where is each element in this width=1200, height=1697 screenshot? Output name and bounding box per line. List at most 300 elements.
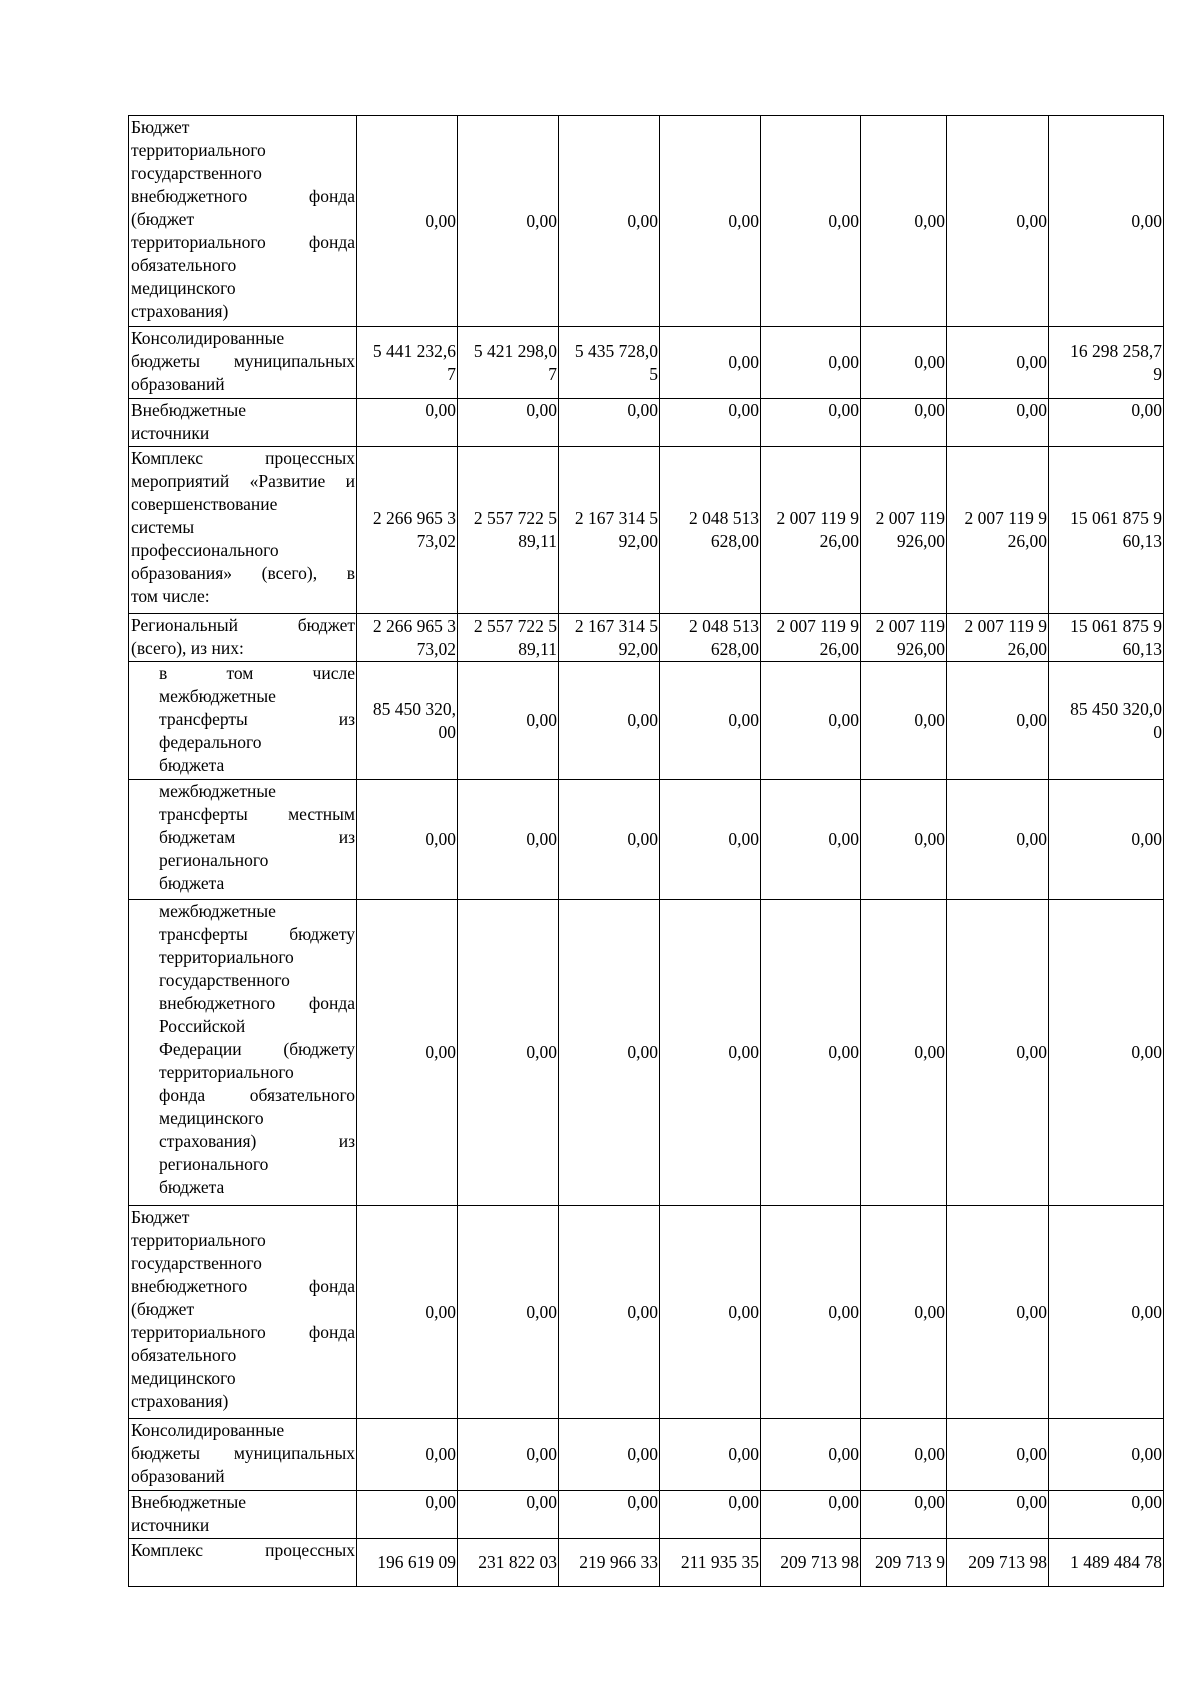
value-cell [559, 116, 660, 327]
value-line: 73,02 [416, 531, 456, 551]
value-line: 211 935 35 [680, 1552, 759, 1572]
label-line: государственного [159, 970, 290, 990]
value-cell [458, 116, 559, 327]
value-cell [861, 662, 947, 780]
row-label [129, 1206, 357, 1419]
budget-table [128, 115, 1164, 1587]
value-cell [761, 780, 861, 900]
value-cell [458, 614, 559, 662]
label-line: Федерации (бюджету [159, 1039, 355, 1059]
value-cell [660, 614, 761, 662]
value-line: 0 [1153, 721, 1162, 742]
label-line: внебюджетного фонда [131, 1276, 355, 1296]
label-line: бюджеты муниципальных [131, 351, 355, 371]
value-line: 2 007 119 9 [776, 615, 859, 636]
label-line: Консолидированные [131, 328, 285, 348]
value-line: 0,00 [1016, 829, 1047, 849]
value-cell [660, 1539, 761, 1587]
table-row [129, 1206, 1164, 1419]
value-line: 219 966 33 [579, 1552, 658, 1572]
value-line: 0,00 [914, 1444, 945, 1464]
value-line: 0,00 [914, 710, 945, 730]
value-line: 0,00 [828, 829, 859, 849]
value-cell [861, 1206, 947, 1419]
label-line: (всего), из них: [131, 638, 244, 658]
value-line: 0,00 [914, 829, 945, 849]
value-line: 7 [548, 363, 557, 384]
value-cell [357, 900, 458, 1206]
value-line: 1 489 484 78 [1070, 1552, 1162, 1572]
value-cell [1049, 327, 1164, 399]
value-line: 196 619 09 [377, 1552, 456, 1572]
value-line: 0,00 [828, 210, 859, 231]
row-label [129, 116, 357, 327]
value-cell [458, 1491, 559, 1539]
label-line: регионального [159, 1154, 269, 1174]
row-label [129, 614, 357, 662]
value-cell [660, 116, 761, 327]
value-cell [947, 614, 1049, 662]
value-cell [357, 1491, 458, 1539]
value-cell [660, 1419, 761, 1491]
value-cell [458, 1539, 559, 1587]
value-cell [458, 399, 559, 447]
label-line: Комплекс процессных [131, 448, 355, 468]
value-cell [660, 399, 761, 447]
value-line: 2 007 119 9 [964, 615, 1047, 636]
row-label [129, 327, 357, 399]
value-cell [761, 447, 861, 614]
label-line: территориального фонда [131, 1322, 355, 1342]
value-cell [357, 327, 458, 399]
label-line: внебюджетного фонда [159, 993, 355, 1013]
value-line: 15 061 875 9 [1070, 508, 1162, 528]
value-cell [947, 662, 1049, 780]
value-line: 0,00 [1131, 210, 1162, 231]
value-line: 0,00 [1016, 1042, 1047, 1062]
value-line: 209 713 9 [875, 1552, 945, 1572]
value-cell [559, 900, 660, 1206]
value-cell [947, 780, 1049, 900]
value-line: 0,00 [1016, 1492, 1047, 1512]
table-row [129, 399, 1164, 447]
label-line: межбюджетные [159, 901, 276, 921]
value-cell [1049, 1539, 1164, 1587]
value-cell [660, 447, 761, 614]
value-cell [861, 1419, 947, 1491]
value-line: 0,00 [526, 1301, 557, 1322]
value-line: 0,00 [526, 400, 557, 420]
value-line: 0,00 [526, 710, 557, 730]
value-cell [947, 447, 1049, 614]
value-line: 0,00 [1016, 400, 1047, 420]
label-line: внебюджетного фонда [131, 186, 355, 206]
table-row [129, 780, 1164, 900]
value-cell [861, 116, 947, 327]
value-line: 2 167 314 5 [574, 508, 658, 528]
value-line: 85 450 320, [372, 698, 456, 719]
value-cell [559, 1419, 660, 1491]
value-line: 628,00 [710, 638, 759, 659]
label-line: (бюджет [131, 209, 195, 229]
value-cell [660, 1491, 761, 1539]
value-line: 0,00 [425, 1444, 456, 1464]
value-cell [357, 447, 458, 614]
value-line: 89,11 [518, 638, 557, 659]
value-line: 2 266 965 3 [372, 615, 456, 636]
row-label [129, 399, 357, 447]
value-line: 209 713 98 [968, 1552, 1047, 1572]
label-line: территориального [159, 947, 294, 967]
value-cell [660, 900, 761, 1206]
value-cell [1049, 1491, 1164, 1539]
label-line: совершенствование [131, 494, 278, 514]
value-cell [761, 662, 861, 780]
value-line: 0,00 [728, 1042, 759, 1062]
value-line: 209 713 98 [780, 1552, 859, 1572]
value-line: 0,00 [728, 710, 759, 730]
label-line: государственного [131, 163, 262, 183]
value-cell [357, 780, 458, 900]
value-line: 0,00 [526, 1492, 557, 1512]
value-cell [947, 1419, 1049, 1491]
value-line: 2 167 314 5 [574, 615, 658, 636]
value-line: 73,02 [416, 638, 456, 659]
value-cell [1049, 614, 1164, 662]
value-line: 0,00 [914, 1301, 945, 1322]
label-line: территориального фонда [131, 232, 355, 252]
label-line: бюджета [159, 1177, 225, 1197]
label-line: межбюджетные [159, 781, 276, 801]
value-line: 0,00 [1016, 210, 1047, 231]
label-line: медицинского [131, 1368, 236, 1388]
label-line: Бюджет [131, 1207, 190, 1227]
value-cell [1049, 1419, 1164, 1491]
table-row [129, 447, 1164, 614]
value-line: 0,00 [425, 1042, 456, 1062]
label-line: источники [131, 1515, 210, 1535]
label-line: трансферты из [159, 709, 355, 729]
value-cell [357, 662, 458, 780]
value-cell [357, 614, 458, 662]
value-line: 2 007 119 [875, 508, 945, 528]
value-line: 0,00 [526, 829, 557, 849]
value-cell [458, 662, 559, 780]
value-cell [947, 116, 1049, 327]
value-line: 231 822 03 [478, 1552, 557, 1572]
label-line: профессионального [131, 540, 279, 560]
value-line: 26,00 [819, 531, 859, 551]
value-line: 0,00 [526, 1444, 557, 1464]
value-line: 26,00 [1007, 531, 1047, 551]
value-cell [1049, 447, 1164, 614]
label-line: страхования) [131, 301, 229, 321]
table-row [129, 1419, 1164, 1491]
value-line: 2 557 722 5 [473, 508, 557, 528]
label-line: Бюджет [131, 117, 190, 137]
value-cell [861, 447, 947, 614]
value-line: 5 [649, 363, 658, 384]
label-line: федерального [159, 732, 262, 752]
label-line: территориального [159, 1062, 294, 1082]
value-line: 2 007 119 9 [964, 508, 1047, 528]
value-cell [947, 399, 1049, 447]
value-line: 0,00 [627, 1301, 658, 1322]
value-cell [761, 1539, 861, 1587]
value-cell [559, 780, 660, 900]
value-line: 9 [1153, 363, 1162, 384]
value-line: 5 435 728,0 [574, 340, 658, 361]
value-cell [761, 399, 861, 447]
value-cell [559, 447, 660, 614]
value-cell [458, 447, 559, 614]
label-line: (бюджет [131, 1299, 195, 1319]
value-cell [761, 116, 861, 327]
value-line: 0,00 [425, 829, 456, 849]
value-line: 0,00 [828, 1301, 859, 1322]
label-line: том числе: [131, 586, 210, 606]
label-line: фонда обязательного [159, 1085, 355, 1105]
row-label [129, 1419, 357, 1491]
table-body [129, 116, 1164, 1587]
value-line: 0,00 [728, 400, 759, 420]
value-cell [1049, 1206, 1164, 1419]
value-line: 60,13 [1122, 638, 1162, 659]
value-cell [357, 1206, 458, 1419]
value-cell [861, 1539, 947, 1587]
value-cell [861, 327, 947, 399]
label-line: Внебюджетные [131, 1492, 246, 1512]
value-cell [458, 900, 559, 1206]
table-row [129, 116, 1164, 327]
value-line: 0,00 [828, 352, 859, 372]
value-line: 0,00 [1131, 1301, 1162, 1322]
label-line: Региональный бюджет [131, 615, 355, 635]
label-line: бюджета [159, 755, 225, 775]
value-line: 26,00 [1007, 638, 1047, 659]
label-line: системы [131, 517, 195, 537]
value-cell [559, 1206, 660, 1419]
value-cell [947, 900, 1049, 1206]
value-cell [559, 327, 660, 399]
label-line: медицинского [159, 1108, 264, 1128]
value-cell [761, 1206, 861, 1419]
table-row [129, 1539, 1164, 1587]
value-line: 0,00 [914, 1042, 945, 1062]
label-line: трансферты бюджету [159, 924, 355, 944]
value-line: 0,00 [627, 1042, 658, 1062]
value-line: 5 421 298,0 [473, 340, 557, 361]
value-line: 0,00 [627, 210, 658, 231]
value-line: 0,00 [1131, 400, 1162, 420]
value-cell [1049, 900, 1164, 1206]
value-line: 0,00 [828, 1492, 859, 1512]
value-line: 2 048 513 [689, 508, 759, 528]
value-cell [660, 1206, 761, 1419]
value-line: 0,00 [1131, 829, 1162, 849]
value-line: 0,00 [526, 210, 557, 231]
value-line: 0,00 [627, 400, 658, 420]
value-line: 0,00 [728, 352, 759, 372]
value-cell [357, 1539, 458, 1587]
value-cell [761, 1491, 861, 1539]
value-line: 7 [447, 363, 456, 384]
value-cell [458, 327, 559, 399]
value-cell [861, 399, 947, 447]
value-line: 92,00 [618, 638, 658, 659]
label-line: обязательного [131, 1345, 237, 1365]
value-line: 16 298 258,7 [1070, 340, 1162, 361]
label-line: территориального [131, 140, 266, 160]
value-line: 0,00 [1016, 1301, 1047, 1322]
label-line: территориального [131, 1230, 266, 1250]
value-line: 0,00 [828, 1444, 859, 1464]
value-cell [861, 900, 947, 1206]
value-line: 0,00 [828, 1042, 859, 1062]
value-line: 926,00 [896, 531, 945, 551]
value-line: 0,00 [1016, 710, 1047, 730]
label-line: бюджетам из [159, 827, 355, 847]
value-cell [458, 1419, 559, 1491]
table-row [129, 662, 1164, 780]
value-line: 0,00 [1016, 352, 1047, 372]
value-line: 15 061 875 9 [1070, 615, 1162, 636]
label-line: мероприятий «Развитие и [131, 471, 355, 491]
value-line: 2 007 119 9 [776, 508, 859, 528]
value-cell [861, 780, 947, 900]
value-line: 2 266 965 3 [372, 508, 456, 528]
value-line: 5 441 232,6 [372, 340, 456, 361]
value-line: 60,13 [1122, 531, 1162, 551]
label-line: Российской [159, 1016, 246, 1036]
value-cell [1049, 780, 1164, 900]
label-line: бюджета [159, 873, 225, 893]
label-line: источники [131, 423, 210, 443]
value-cell [660, 327, 761, 399]
value-cell [861, 614, 947, 662]
row-label [129, 1491, 357, 1539]
value-line: 628,00 [710, 531, 759, 551]
label-line: в том числе [159, 663, 355, 683]
value-line: 0,00 [914, 400, 945, 420]
label-line: межбюджетные [159, 686, 276, 706]
label-line: образования» (всего), в [131, 563, 355, 583]
label-line: медицинского [131, 278, 236, 298]
value-cell [458, 780, 559, 900]
value-cell [559, 1539, 660, 1587]
value-line: 2 048 513 [689, 615, 759, 636]
value-line: 0,00 [1016, 1444, 1047, 1464]
value-line: 0,00 [627, 710, 658, 730]
label-line: регионального [159, 850, 269, 870]
value-line: 0,00 [1131, 1444, 1162, 1464]
value-cell [947, 1539, 1049, 1587]
value-line: 0,00 [914, 352, 945, 372]
row-label [129, 780, 357, 900]
value-line: 0,00 [828, 400, 859, 420]
value-cell [357, 1419, 458, 1491]
row-label [129, 447, 357, 614]
value-cell [559, 1491, 660, 1539]
value-cell [660, 780, 761, 900]
value-cell [1049, 116, 1164, 327]
row-label [129, 1539, 357, 1587]
value-line: 2 007 119 [875, 615, 945, 636]
value-line: 0,00 [425, 1492, 456, 1512]
label-line: образований [131, 374, 225, 394]
value-line: 0,00 [728, 1444, 759, 1464]
value-line: 0,00 [627, 829, 658, 849]
value-line: 0,00 [1131, 1042, 1162, 1062]
value-line: 85 450 320,0 [1070, 698, 1162, 719]
label-line: Комплекс процессных [131, 1540, 355, 1560]
value-line: 26,00 [819, 638, 859, 659]
value-cell [559, 399, 660, 447]
label-line: государственного [131, 1253, 262, 1273]
value-line: 00 [438, 721, 456, 742]
value-line: 0,00 [914, 210, 945, 231]
value-cell [357, 116, 458, 327]
value-cell [761, 327, 861, 399]
value-line: 926,00 [896, 638, 945, 659]
value-line: 0,00 [728, 1301, 759, 1322]
value-line: 0,00 [828, 710, 859, 730]
value-line: 89,11 [518, 531, 557, 551]
label-line: страхования) из [159, 1131, 355, 1151]
table-row [129, 614, 1164, 662]
table-row [129, 900, 1164, 1206]
label-line: бюджеты муниципальных [131, 1443, 355, 1463]
value-line: 0,00 [526, 1042, 557, 1062]
value-line: 2 557 722 5 [473, 615, 557, 636]
value-line: 0,00 [425, 1301, 456, 1322]
value-cell [357, 399, 458, 447]
label-line: Внебюджетные [131, 400, 246, 420]
value-line: 92,00 [618, 531, 658, 551]
value-line: 0,00 [425, 400, 456, 420]
value-line: 0,00 [627, 1492, 658, 1512]
value-line: 0,00 [728, 829, 759, 849]
value-cell [947, 1206, 1049, 1419]
value-cell [458, 1206, 559, 1419]
label-line: страхования) [131, 1391, 229, 1411]
label-line: трансферты местным [159, 804, 355, 824]
value-line: 0,00 [1131, 1492, 1162, 1512]
value-cell [947, 327, 1049, 399]
label-line: образований [131, 1466, 225, 1486]
value-line: 0,00 [627, 1444, 658, 1464]
value-cell [761, 614, 861, 662]
value-line: 0,00 [914, 1492, 945, 1512]
value-cell [761, 1419, 861, 1491]
value-cell [1049, 399, 1164, 447]
value-cell [947, 1491, 1049, 1539]
value-cell [761, 900, 861, 1206]
value-cell [559, 614, 660, 662]
value-cell [1049, 662, 1164, 780]
value-line: 0,00 [425, 210, 456, 231]
value-cell [559, 662, 660, 780]
table-row [129, 327, 1164, 399]
value-line: 0,00 [728, 1492, 759, 1512]
value-cell [861, 1491, 947, 1539]
value-line: 0,00 [728, 210, 759, 231]
label-line: Консолидированные [131, 1420, 285, 1440]
table-row [129, 1491, 1164, 1539]
row-label [129, 662, 357, 780]
label-line: обязательного [131, 255, 237, 275]
row-label [129, 900, 357, 1206]
